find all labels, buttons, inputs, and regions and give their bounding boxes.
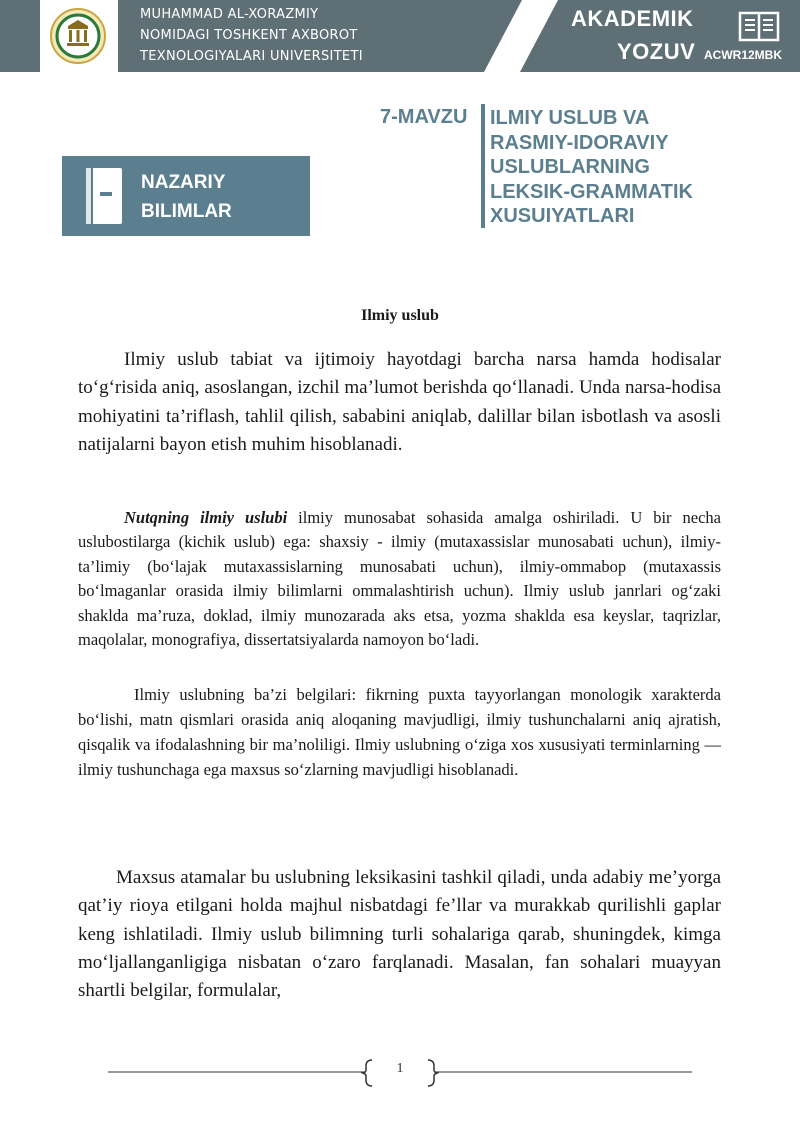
topic-title-line: USLUBLARNING — [490, 156, 650, 178]
topic-title — [490, 106, 790, 229]
brand-title-line2: YOZUV — [617, 39, 696, 64]
paragraph-substyles — [78, 506, 721, 652]
section-tag-line1: NAZARIY — [141, 172, 226, 193]
page-number: 1 — [396, 1061, 404, 1076]
section-tag-line2: BILIMLAR — [141, 201, 232, 222]
university-name-line: TEXNOLOGIYALARI UNIVERSITETI — [140, 49, 363, 64]
topic-title-line: ILMIY USLUB VA — [490, 107, 650, 129]
open-book-icon — [738, 10, 780, 42]
university-name — [140, 4, 500, 67]
section-tag — [62, 156, 310, 236]
notebook-icon — [82, 166, 124, 226]
section-tag-label — [141, 168, 232, 226]
paragraph-intro: Ilmiy uslub tabiat va ijtimoiy hayotdagi barcha narsa hamda hodisalar to‘g‘risida aniq, asoslangan, izchil ma’lumot berishda qo‘llanadi. Unda narsa-hodisa mohiyatini ta’riflash, tahlil qilish, sababini aniqlab, dalillar bilan isbotlash va asosli natijalarni bayon etish muhim hisoblanadi. — [78, 349, 721, 455]
university-name-line: NOMIDAGI TOSHKENT AXBOROT — [140, 28, 358, 43]
topic-title-line: XUSUIYATLARI — [490, 205, 635, 227]
topic-divider — [481, 104, 485, 228]
page-footer — [0, 1054, 800, 1094]
section-heading: Ilmiy uslub — [361, 307, 439, 324]
topic-number: 7-MAVZU — [380, 106, 468, 128]
paragraph-body: ilmiy munosabat sohasida amalga oshiriladi. U bir necha uslubostilarga (kichik uslub) ega: shaxsiy - ilmiy (mutaxassislar munosabati uchun), ilmiy-ta’limiy (bo‘lajak mutaxassislarning munosabati uchun), ilmiy-ommabop (mutaxassis bo‘lmaganlar orasida ilmiy bilimlarni ommalashtirish uchun). Ilmiy uslub janrlari og‘zaki shaklda ma’ruza, doklad, ilmiy munozarada aks etsa, yozma shaklda esa keyslar, taqrizlar, maqolalar, monografiya, dissertatsiyalarda namoyon bo‘ladi. — [78, 508, 722, 650]
paragraph-terms: Maxsus atamalar bu uslubning leksikasini tashkil qiladi, unda adabiy me’yorga qat’iy rioya etilgani holda majhul nisbatdagi fe’llar va murakkab qurilishli gaplar keng ishlatiladi. Ilmiy uslub bilimning turli sohalariga qarab, shuningdek, kimga mo‘ljallanganligiga nisbatan o‘zaro farqlanadi. Masalan, fan sohalari muayyan shartli belgilar, formulalar, — [78, 867, 721, 1002]
paragraph-lead-term: Nutqning ilmiy uslubi — [124, 508, 288, 527]
header-banner — [0, 0, 800, 72]
university-seal-icon — [50, 8, 106, 64]
course-code: ACWR12MBK — [704, 48, 782, 62]
paragraph-features: Ilmiy uslubning ba’zi belgilari: fikrning puxta tayyorlangan monologik xarakterda bo‘lishi, matn qismlari orasida aniq aloqaning mavjudligi, ilmiy tushunchalarni aniq ajratish, qisqalik va ifodalashning bir ma’noliligi. Ilmiy uslubning o‘ziga xos xususiyati terminlarning — ilmiy tushunchaga ega maxsus so‘zlarning mavjudligi hisoblanadi. — [78, 685, 721, 779]
brand-title-line1: AKADEMIK — [571, 6, 694, 31]
university-name-line: MUHAMMAD AL-XORAZMIY — [140, 7, 319, 22]
topic-title-line: LEKSIK-GRAMMATIK — [490, 180, 693, 203]
topic-title-line: RASMIY-IDORAVIY — [490, 131, 669, 154]
